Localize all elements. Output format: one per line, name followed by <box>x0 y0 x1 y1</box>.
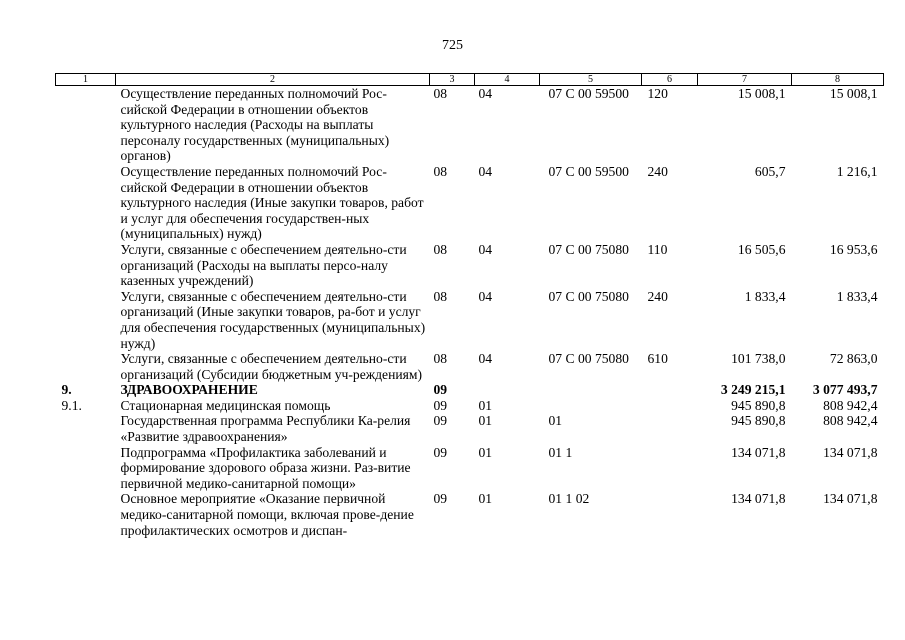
row-amount-year-2: 808 942,4 <box>823 413 878 429</box>
row-amount-year-2: 1 833,4 <box>836 288 878 304</box>
row-expense-type: 240 <box>647 288 668 304</box>
row-amount-year-1: 945 890,8 <box>731 397 786 413</box>
header-col-2: 2 <box>116 74 430 86</box>
table-row <box>56 164 884 242</box>
row-amount-year-2: 1 216,1 <box>836 163 878 179</box>
row-number <box>56 289 116 351</box>
row-amount-year-1: 15 008,1 <box>737 86 786 101</box>
row-number: 9. <box>61 382 72 398</box>
row-amount-year-1: 3 249 215,1 <box>720 382 786 398</box>
table-row <box>56 445 884 492</box>
row-section-code: 08 <box>433 163 448 179</box>
row-subsection-code: 04 <box>478 86 493 101</box>
row-description: Услуги, связанные с обеспечением деятельно-сти организаций (Расходы на выплаты персо-налу казенных учреждений) <box>120 241 407 289</box>
row-section-code: 09 <box>433 382 448 398</box>
row-section-code: 09 <box>433 413 448 429</box>
row-amount-year-1: 605,7 <box>754 163 786 179</box>
row-number <box>56 164 116 242</box>
row-amount-year-1: 945 890,8 <box>731 413 786 429</box>
table-row <box>56 413 884 444</box>
row-amount-year-2: 16 953,6 <box>829 241 878 257</box>
row-amount-year-2: 3 077 493,7 <box>812 382 878 398</box>
row-target-article: 07 С 00 75080 <box>548 351 629 367</box>
row-expense-type <box>642 445 698 492</box>
row-section-code: 09 <box>433 444 448 460</box>
page-number: 725 <box>442 38 463 53</box>
row-target-article: 07 С 00 59500 <box>548 163 629 179</box>
row-expense-type <box>642 491 698 538</box>
row-subsection-code: 04 <box>478 163 493 179</box>
header-col-3: 3 <box>430 74 475 86</box>
row-target-article: 01 1 02 <box>548 491 590 507</box>
row-amount-year-2: 15 008,1 <box>829 86 878 101</box>
budget-table <box>55 73 884 538</box>
row-target-article: 01 <box>548 413 563 429</box>
header-col-5: 5 <box>540 74 642 86</box>
row-expense-type <box>642 413 698 444</box>
row-section-code: 09 <box>433 491 448 507</box>
row-target-article <box>540 382 642 398</box>
row-expense-type <box>642 398 698 414</box>
row-amount-year-1: 1 833,4 <box>744 288 786 304</box>
table-row <box>56 398 884 414</box>
row-expense-type: 610 <box>647 351 668 367</box>
row-amount-year-2: 808 942,4 <box>823 397 878 413</box>
row-amount-year-1: 16 505,6 <box>737 241 786 257</box>
table-row <box>56 242 884 289</box>
row-amount-year-2: 134 071,8 <box>823 491 878 507</box>
row-amount-year-1: 134 071,8 <box>731 491 786 507</box>
column-number-header-row <box>56 74 884 86</box>
row-expense-type: 110 <box>647 241 668 257</box>
table-row <box>56 491 884 538</box>
row-number <box>56 86 116 164</box>
row-subsection-code: 01 <box>478 413 493 429</box>
row-amount-year-2: 72 863,0 <box>829 351 878 367</box>
row-subsection-code: 01 <box>478 444 493 460</box>
row-number <box>56 413 116 444</box>
row-expense-type: 240 <box>647 163 668 179</box>
row-description: Услуги, связанные с обеспечением деятельно-сти организаций (Субсидии бюджетным уч-реждениям) <box>120 351 422 382</box>
row-description: Стационарная медицинская помощь <box>120 397 331 413</box>
row-subsection-code: 04 <box>478 288 493 304</box>
row-description: Основное мероприятие «Оказание первичной медико-санитарной помощи, включая прове-дение профилактических осмотров и диспан- <box>120 491 414 538</box>
row-amount-year-1: 101 738,0 <box>731 351 786 367</box>
row-number <box>56 491 116 538</box>
row-description: Осуществление переданных полномочий Рос-сийской Федерации в отношении объектов культурного наследия (Расходы на выплаты персоналу государственных (муниципальных) органов) <box>120 86 390 164</box>
header-col-1: 1 <box>56 74 116 86</box>
header-col-4: 4 <box>475 74 540 86</box>
row-section-code: 08 <box>433 288 448 304</box>
table-row <box>56 351 884 382</box>
header-col-8: 8 <box>792 74 884 86</box>
row-target-article: 07 С 00 59500 <box>548 86 629 101</box>
table-row <box>56 382 884 398</box>
row-subsection-code: 01 <box>478 491 493 507</box>
row-description: Осуществление переданных полномочий Рос-сийской Федерации в отношении объектов культурного наследия (Иные закупки товаров, работ и услуг для обеспечения государствен-ных (муниципальных) нужд) <box>120 163 424 242</box>
row-target-article: 07 С 00 75080 <box>548 288 629 304</box>
row-subsection-code: 04 <box>478 241 493 257</box>
row-number: 9.1. <box>61 397 82 413</box>
row-expense-type <box>642 382 698 398</box>
row-number <box>56 242 116 289</box>
row-target-article: 07 С 00 75080 <box>548 241 629 257</box>
header-col-7: 7 <box>698 74 792 86</box>
row-number <box>56 445 116 492</box>
row-number <box>56 351 116 382</box>
table-row <box>56 289 884 351</box>
row-subsection-code: 01 <box>478 397 493 413</box>
row-description: Государственная программа Республики Ка-релия «Развитие здравоохранения» <box>120 413 411 445</box>
row-description: Услуги, связанные с обеспечением деятельно-сти организаций (Иные закупки товаров, ра-бот и услуг для обеспечения государственных (муниципальных) нужд) <box>120 288 426 351</box>
row-subsection-code <box>475 382 540 398</box>
header-col-6: 6 <box>642 74 698 86</box>
row-description: ЗДРАВООХРАНЕНИЕ <box>120 382 258 398</box>
row-description: Подпрограмма «Профилактика заболеваний и формирование здорового образа жизни. Раз-витие первичной медико-санитарной помощи» <box>120 444 411 491</box>
row-amount-year-2: 134 071,8 <box>823 444 878 460</box>
row-amount-year-1: 134 071,8 <box>731 444 786 460</box>
row-section-code: 08 <box>433 241 448 257</box>
row-target-article: 01 1 <box>548 444 573 460</box>
row-target-article <box>540 398 642 414</box>
row-section-code: 09 <box>433 397 448 413</box>
table-row <box>56 86 884 164</box>
row-section-code: 08 <box>433 86 448 101</box>
row-expense-type: 120 <box>647 86 668 101</box>
row-section-code: 08 <box>433 351 448 367</box>
row-subsection-code: 04 <box>478 351 493 367</box>
